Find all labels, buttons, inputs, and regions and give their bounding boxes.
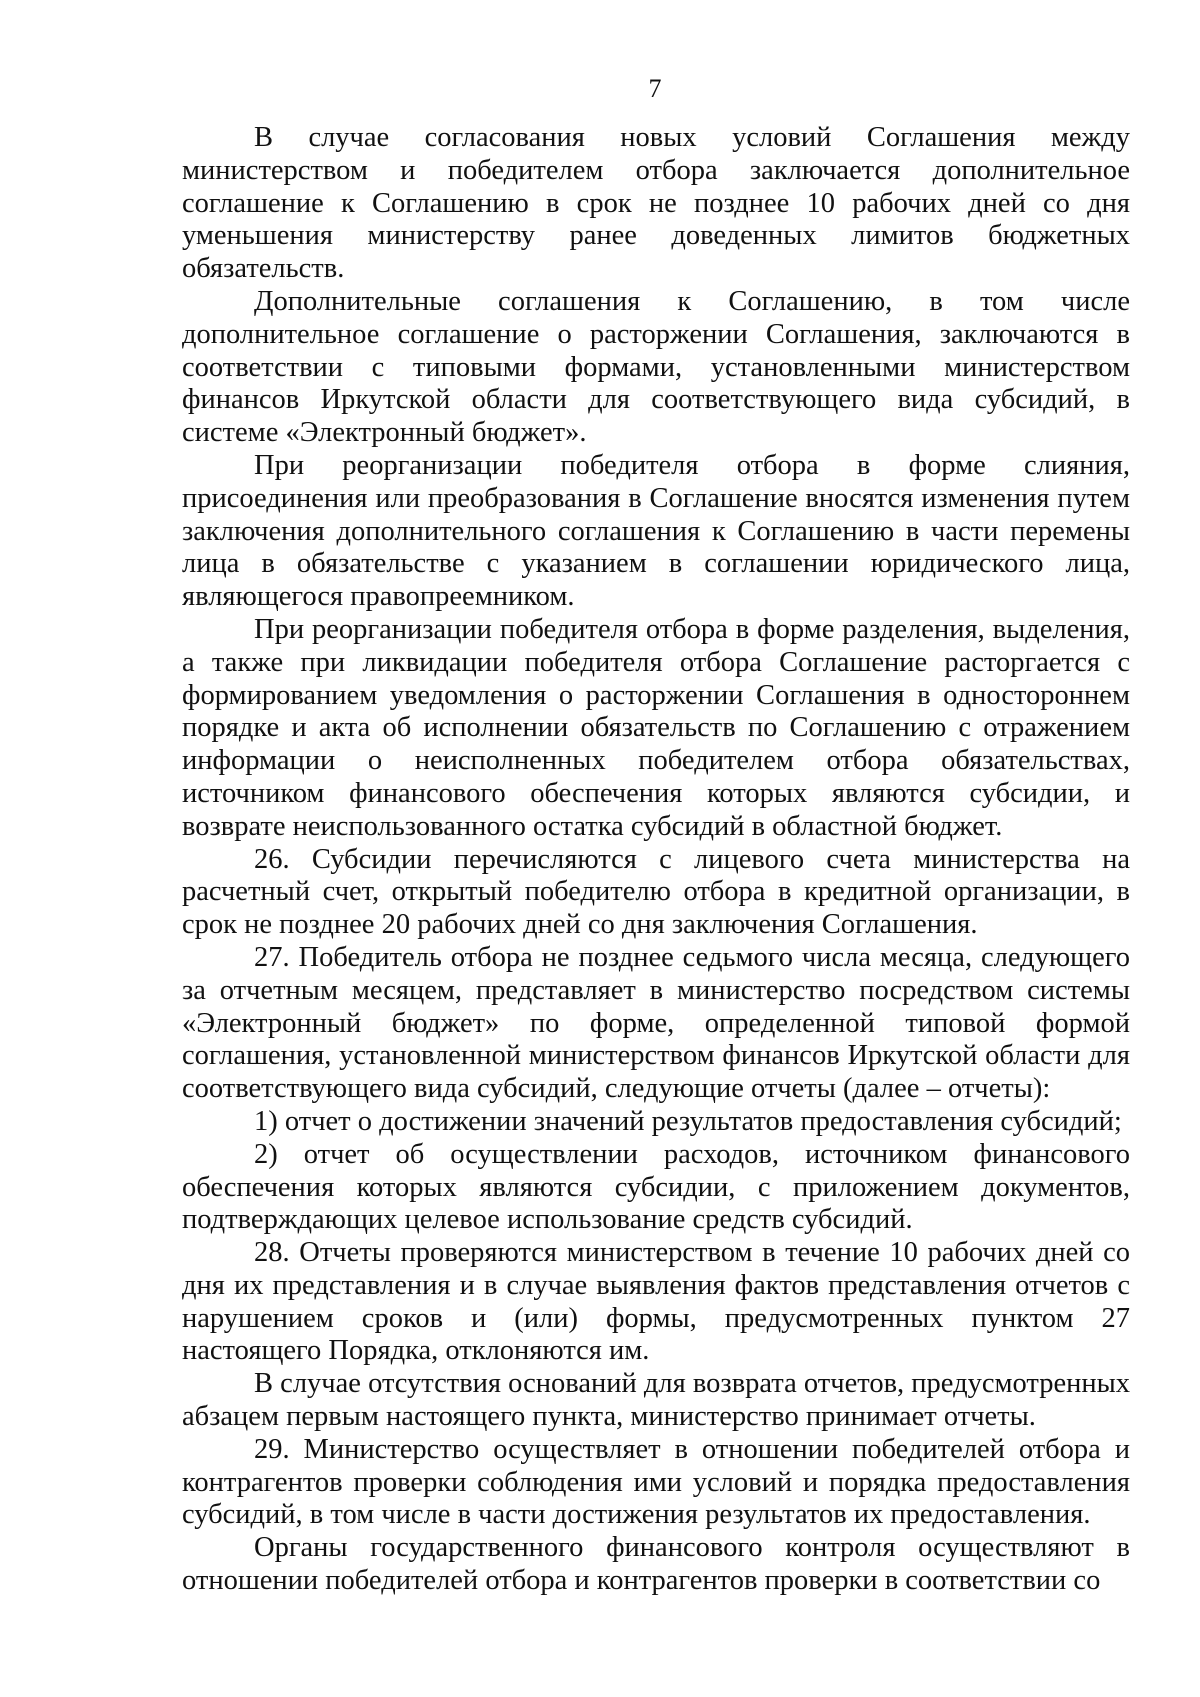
page-number: 7 <box>648 74 662 103</box>
paragraph-financial-control: Органы государственного финансового контроля осуществляют в отношении победителей отбора и контрагентов проверки в соответствии со <box>182 1532 1130 1597</box>
paragraph-agreement-changes: В случае согласования новых условий Соглашения между министерством и победителем отбора заключается дополнительное соглашение к Соглашению в срок не позднее 10 рабочих дней со дня уменьшения министерству ранее доведенных лимитов бюджетных обязательств. <box>182 122 1130 285</box>
paragraph-clause-28-acceptance: В случае отсутствия оснований для возврата отчетов, предусмотренных абзацем первым настоящего пункта, министерство принимает отчеты. <box>182 1368 1130 1433</box>
paragraph-clause-27-item-2: 2) отчет об осуществлении расходов, источником финансового обеспечения которых являются субсидии, с приложением документов, подтверждающих целевое использование средств субсидий. <box>182 1138 1130 1236</box>
paragraph-clause-26: 26. Субсидии перечисляются с лицевого счета министерства на расчетный счет, открытый победителю отбора в кредитной организации, в срок не позднее 20 рабочих дней со дня заключения Соглашения. <box>182 843 1130 941</box>
document-body <box>182 122 1130 1598</box>
paragraph-clause-27-item-1: 1) отчет о достижении значений результатов предоставления субсидий; <box>254 1105 1122 1137</box>
paragraph-clause-28: 28. Отчеты проверяются министерством в течение 10 рабочих дней со дня их представления и в случае выявления фактов представления отчетов с нарушением сроков и (или) формы, предусмотренных пунктом 27 настоящего Порядка, отклоняются им. <box>182 1237 1130 1367</box>
paragraph-additional-agreements: Дополнительные соглашения к Соглашению, в том числе дополнительное соглашение о расторжении Соглашения, заключаются в соответствии с типовыми формами, установленными министерством финансов Иркутской области для соответствующего вида субсидий, в системе «Электронный бюджет». <box>182 285 1130 449</box>
paragraph-clause-27: 27. Победитель отбора не позднее седьмого числа месяца, следующего за отчетным месяцем, представляет в министерство посредством системы «Электронный бюджет» по форме, определенной типовой формой соглашения, установленной министерством финансов Иркутской области для соответствующего вида субсидий, следующие отчеты (далее – отчеты): <box>182 941 1130 1105</box>
paragraph-clause-29: 29. Министерство осуществляет в отношении победителей отбора и контрагентов проверки соблюдения ими условий и порядка предоставления субсидий, в том числе в части достижения результатов их предоставления. <box>182 1433 1130 1531</box>
paragraph-reorganization-division: При реорганизации победителя отбора в форме разделения, выделения, а также при ликвидации победителя отбора Соглашение расторгается с формированием уведомления о расторжении Соглашения в одностороннем порядке и акта об исполнении обязательств по Соглашению с отражением информации о неисполненных победителем отбора обязательствах, источником финансового обеспечения которых являются субсидии, и возврате неиспользованного остатка субсидий в областной бюджет. <box>182 613 1130 842</box>
paragraph-reorganization-merger: При реорганизации победителя отбора в форме слияния, присоединения или преобразования в Соглашение вносятся изменения путем заключения дополнительного соглашения к Соглашению в части перемены лица в обязательстве с указанием в соглашении юридического лица, являющегося правопреемником. <box>182 449 1130 613</box>
